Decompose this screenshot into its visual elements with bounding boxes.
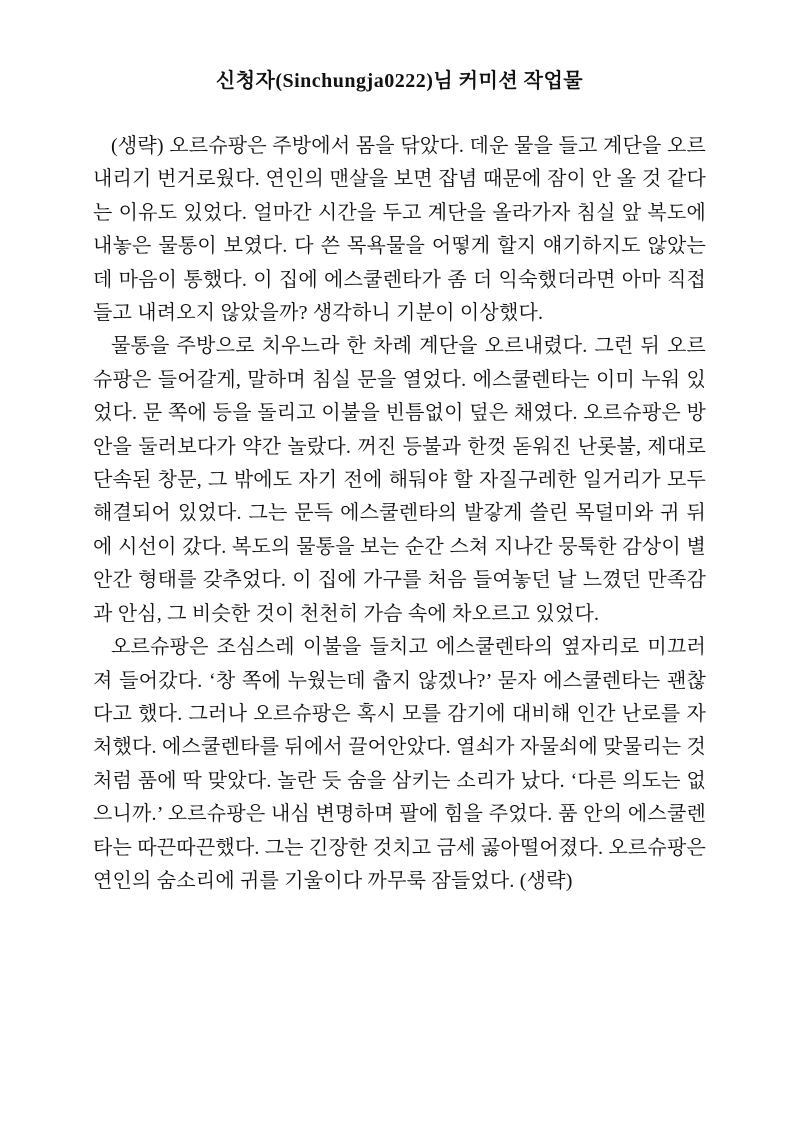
- paragraph-3: 오르슈팡은 조심스레 이불을 들치고 에스쿨렌타의 옆자리로 미끄러져 들어갔다. ‘창 쪽에 누웠는데 춥지 않겠나?’ 묻자 에스쿨렌타는 괜찮다고 했다. 그러나 오르슈팡은 혹시 모를 감기에 대비해 인간 난로를 자처했다. 에스쿨렌타를 뒤에서 끌어안았다. 열쇠가 자물쇠에 맞물리는 것처럼 품에 딱 맞았다. 놀란 듯 숨을 삼키는 소리가 났다. ‘다른 의도는 없으니까.’ 오르슈팡은 내심 변명하며 팔에 힘을 주었다. 품 안의 에스쿨렌타는 따끈따끈했다. 그는 긴장한 것치고 금세 곯아떨어졌다. 오르슈팡은 연인의 숨소리에 귀를 기울이다 까무룩 잠들었다. (생략): [93, 636, 706, 892]
- document-title: 신청자(Sinchungja0222)님 커미션 작업물: [215, 70, 584, 92]
- document-body: [93, 130, 706, 898]
- paragraph-1: (생략) 오르슈팡은 주방에서 몸을 닦았다. 데운 물을 들고 계단을 오르내리기 번거로웠다. 연인의 맨살을 보면 잡념 때문에 잠이 안 올 것 같다는 이유도 있었다. 얼마간 시간을 두고 계단을 올라가자 침실 앞 복도에 내놓은 물통이 보였다. 다 쓴 목욕물을 어떻게 할지 얘기하지도 않았는데 마음이 통했다. 이 집에 에스쿨렌타가 좀 더 익숙했더라면 아마 직접 들고 내려오지 않았을까? 생각하니 기분이 이상했다.: [93, 135, 706, 325]
- paragraph-2: 물통을 주방으로 치우느라 한 차례 계단을 오르내렸다. 그런 뒤 오르슈팡은 들어갈게, 말하며 침실 문을 열었다. 에스쿨렌타는 이미 누워 있었다. 문 쪽에 등을 돌리고 이불을 빈틈없이 덮은 채였다. 오르슈팡은 방 안을 둘러보다가 약간 놀랐다. 꺼진 등불과 한껏 돋워진 난롯불, 제대로 단속된 창문, 그 밖에도 자기 전에 해둬야 할 자질구레한 일거리가 모두 해결되어 있었다. 그는 문득 에스쿨렌타의 발갛게 쓸린 목덜미와 귀 뒤에 시선이 갔다. 복도의 물통을 보는 순간 스쳐 지나간 뭉툭한 감상이 별안간 형태를 갖추었다. 이 집에 가구를 처음 들여놓던 날 느꼈던 만족감과 안심, 그 비슷한 것이 천천히 가슴 속에 차오르고 있었다.: [93, 335, 706, 625]
